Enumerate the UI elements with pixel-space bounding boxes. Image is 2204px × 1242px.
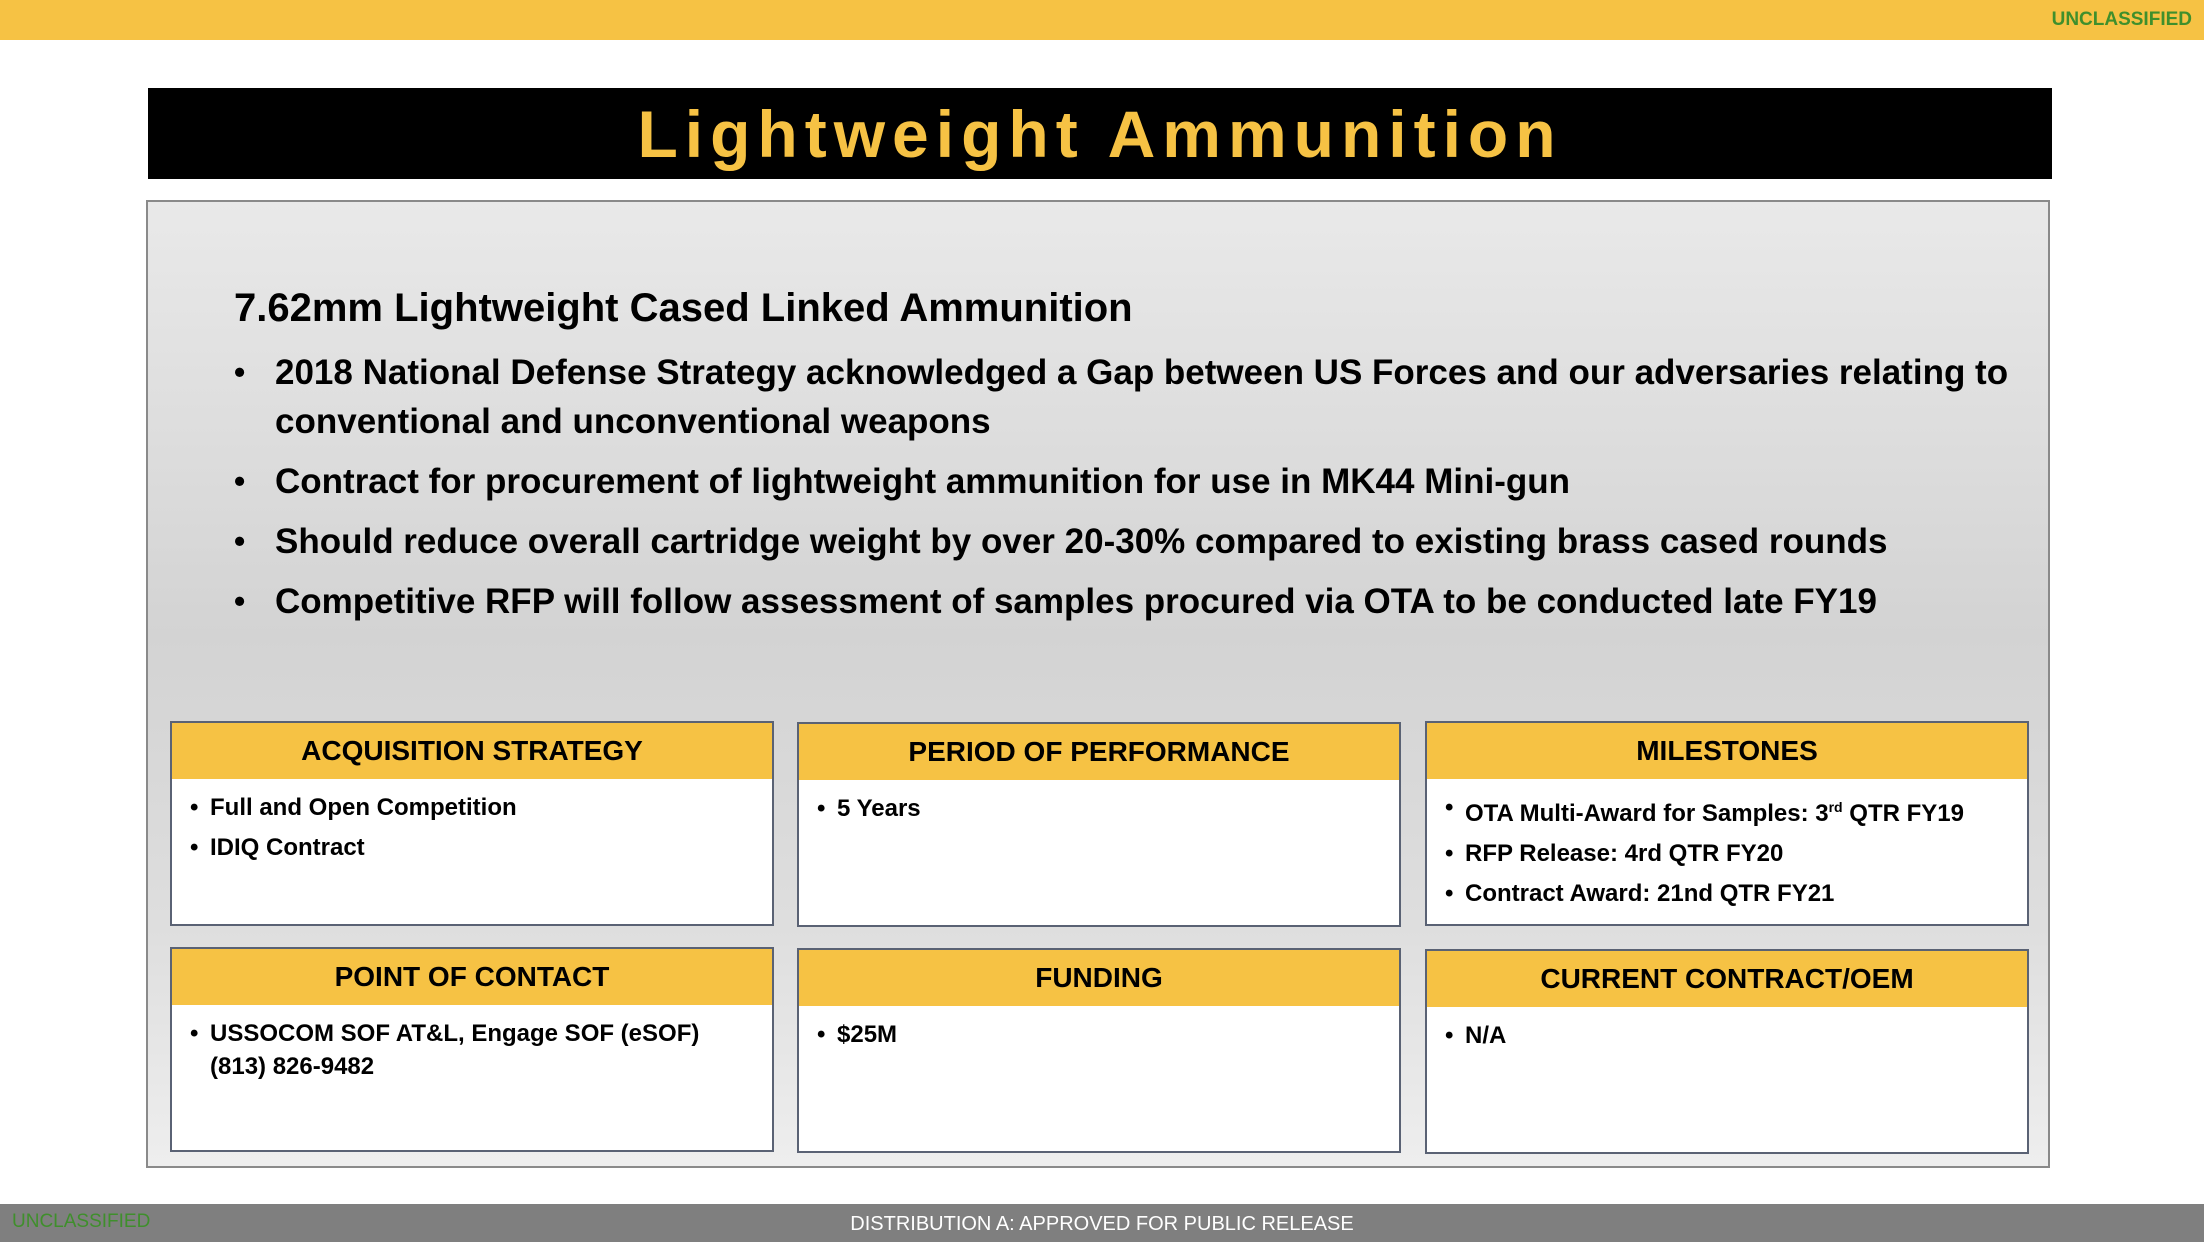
box-list [172,779,772,864]
bullet-item: • Should reduce overall cartridge weight by over 20-30% compared to existing brass cased rounds [234,517,2024,566]
bullet-item: • 2018 National Defense Strategy acknowledged a Gap between US Forces and our adversaries relating to conventional and unconventional weapons [234,348,2024,446]
box-heading: CURRENT CONTRACT/OEM [1427,951,2027,1007]
funding-box [797,948,1401,1153]
box-heading: PERIOD OF PERFORMANCE [799,724,1399,780]
box-heading: POINT OF CONTACT [172,949,772,1005]
list-item: • N/A [1445,1019,2027,1052]
list-item [1445,791,2027,830]
box-list [799,1006,1399,1051]
period-of-performance-box [797,722,1401,927]
list-item: • RFP Release: 4rd QTR FY20 [1445,837,2027,870]
list-item: • $25M [817,1018,1399,1051]
bullet-item: • Competitive RFP will follow assessment of samples procured via OTA to be conducted late FY19 [234,577,2024,626]
box-list [1427,1007,2027,1052]
box-list [799,780,1399,825]
box-heading: FUNDING [799,950,1399,1006]
current-contract-box [1425,949,2029,1154]
title-bar [148,88,2052,179]
milestone-text: QTR FY19 [1842,800,1964,827]
slide-title: Lightweight Ammunition [637,96,1563,171]
acquisition-strategy-box [170,721,774,926]
top-classification-label: UNCLASSIFIED [2051,9,2192,30]
box-list [172,1005,772,1083]
box-heading: ACQUISITION STRATEGY [172,723,772,779]
top-banner [0,0,2204,40]
milestones-box [1425,721,2029,926]
footer-classification-label: UNCLASSIFIED [12,1211,151,1232]
point-of-contact-box [170,947,774,1152]
ordinal-suffix: rd [1828,799,1843,815]
list-item: • 5 Years [817,792,1399,825]
list-item: • IDIQ Contract [190,831,772,864]
box-heading: MILESTONES [1427,723,2027,779]
bullet-list [234,348,2024,637]
list-item: • USSOCOM SOF AT&L, Engage SOF (eSOF) (813) 826-9482 [190,1017,772,1083]
box-list [1427,779,2027,910]
list-item: • Contract Award: 21nd QTR FY21 [1445,877,2027,910]
list-item: • Full and Open Competition [190,791,772,824]
bullet-item: • Contract for procurement of lightweight ammunition for use in MK44 Mini-gun [234,457,2024,506]
footer-bar [0,1204,2204,1242]
subheading: 7.62mm Lightweight Cased Linked Ammunition [234,286,1133,330]
milestone-text: OTA Multi-Award for Samples: 3 [1465,800,1829,827]
distribution-statement: DISTRIBUTION A: APPROVED FOR PUBLIC RELEASE [850,1213,1354,1235]
